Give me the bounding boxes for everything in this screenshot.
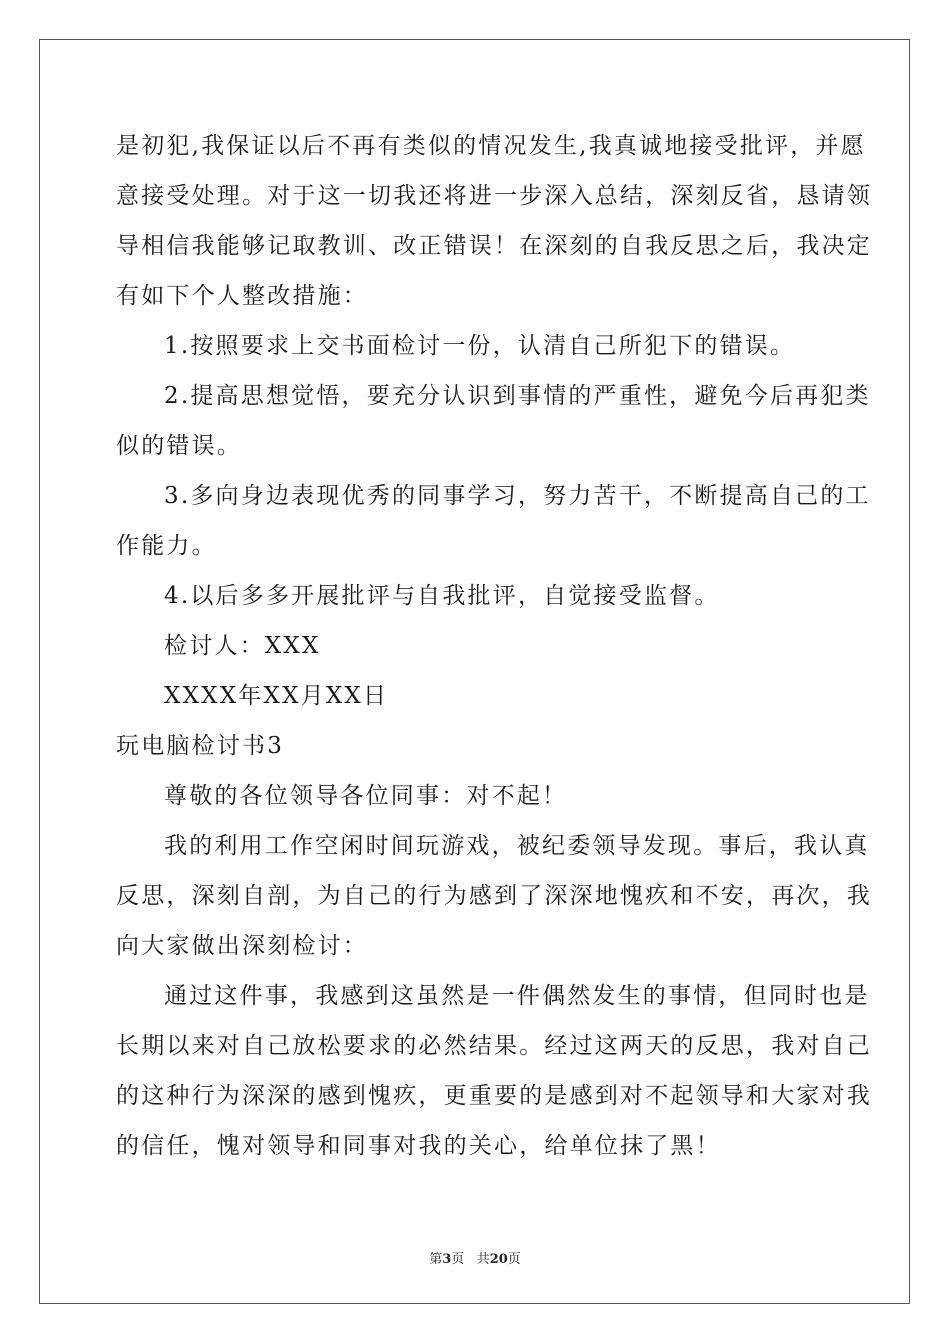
text-line: 导相信我能够记取教训、改正错误！在深刻的自我反思之后，我决定	[116, 233, 872, 259]
signature-line: 检讨人：XXX	[164, 633, 321, 659]
text-line: 意接受处理。对于这一切我还将进一步深入总结，深刻反省，恳请领	[116, 183, 872, 209]
salutation: 尊敬的各位领导各位同事：对不起！	[164, 783, 568, 809]
text-line: 反思，深刻自剖，为自己的行为感到了深深地愧疚和不安，再次，我	[116, 883, 872, 909]
text-line: 有如下个人整改措施：	[116, 283, 368, 309]
text-line: 我的利用工作空闲时间玩游戏，被纪委领导发现。事后，我认真	[164, 833, 870, 859]
text-line: 的这种行为深深的感到愧疚，更重要的是感到对不起领导和大家对我	[116, 1083, 872, 1109]
text-line: 的信任，愧对领导和同事对我的关心，给单位抹了黑！	[116, 1133, 721, 1159]
list-item-4: 4.以后多多开展批评与自我批评，自觉接受监督。	[164, 583, 720, 609]
text-line: 是初犯,我保证以后不再有类似的情况发生,我真诚地接受批评，并愿	[116, 133, 866, 159]
page-number: 3	[442, 1252, 452, 1267]
page-footer	[0, 1248, 950, 1267]
list-item-3: 3.多向身边表现优秀的同事学习，努力苦干，不断提高自己的工	[164, 483, 871, 509]
total-suffix: 页	[507, 1252, 521, 1267]
page-suffix: 页	[451, 1252, 465, 1267]
text-line: 向大家做出深刻检讨：	[116, 933, 368, 959]
text-line: 作能力。	[116, 533, 217, 559]
page-prefix: 第	[429, 1252, 443, 1267]
text-line: 通过这件事，我感到这虽然是一件偶然发生的事情，但同时也是	[164, 983, 870, 1009]
document-body	[116, 121, 872, 1171]
date-line: XXXX年XX月XX日	[164, 683, 389, 709]
list-item-2: 2.提高思想觉悟，要充分认识到事情的严重性，避免今后再犯类	[164, 383, 871, 409]
section-title: 玩电脑检讨书3	[116, 733, 285, 759]
text-line: 似的错误。	[116, 433, 242, 459]
total-prefix: 共	[476, 1252, 490, 1267]
list-item-1: 1.按照要求上交书面检讨一份，认清自己所犯下的错误。	[164, 333, 796, 359]
text-line: 长期以来对自己放松要求的必然结果。经过这两天的反思，我对自己	[116, 1033, 872, 1059]
total-pages: 20	[489, 1252, 508, 1267]
